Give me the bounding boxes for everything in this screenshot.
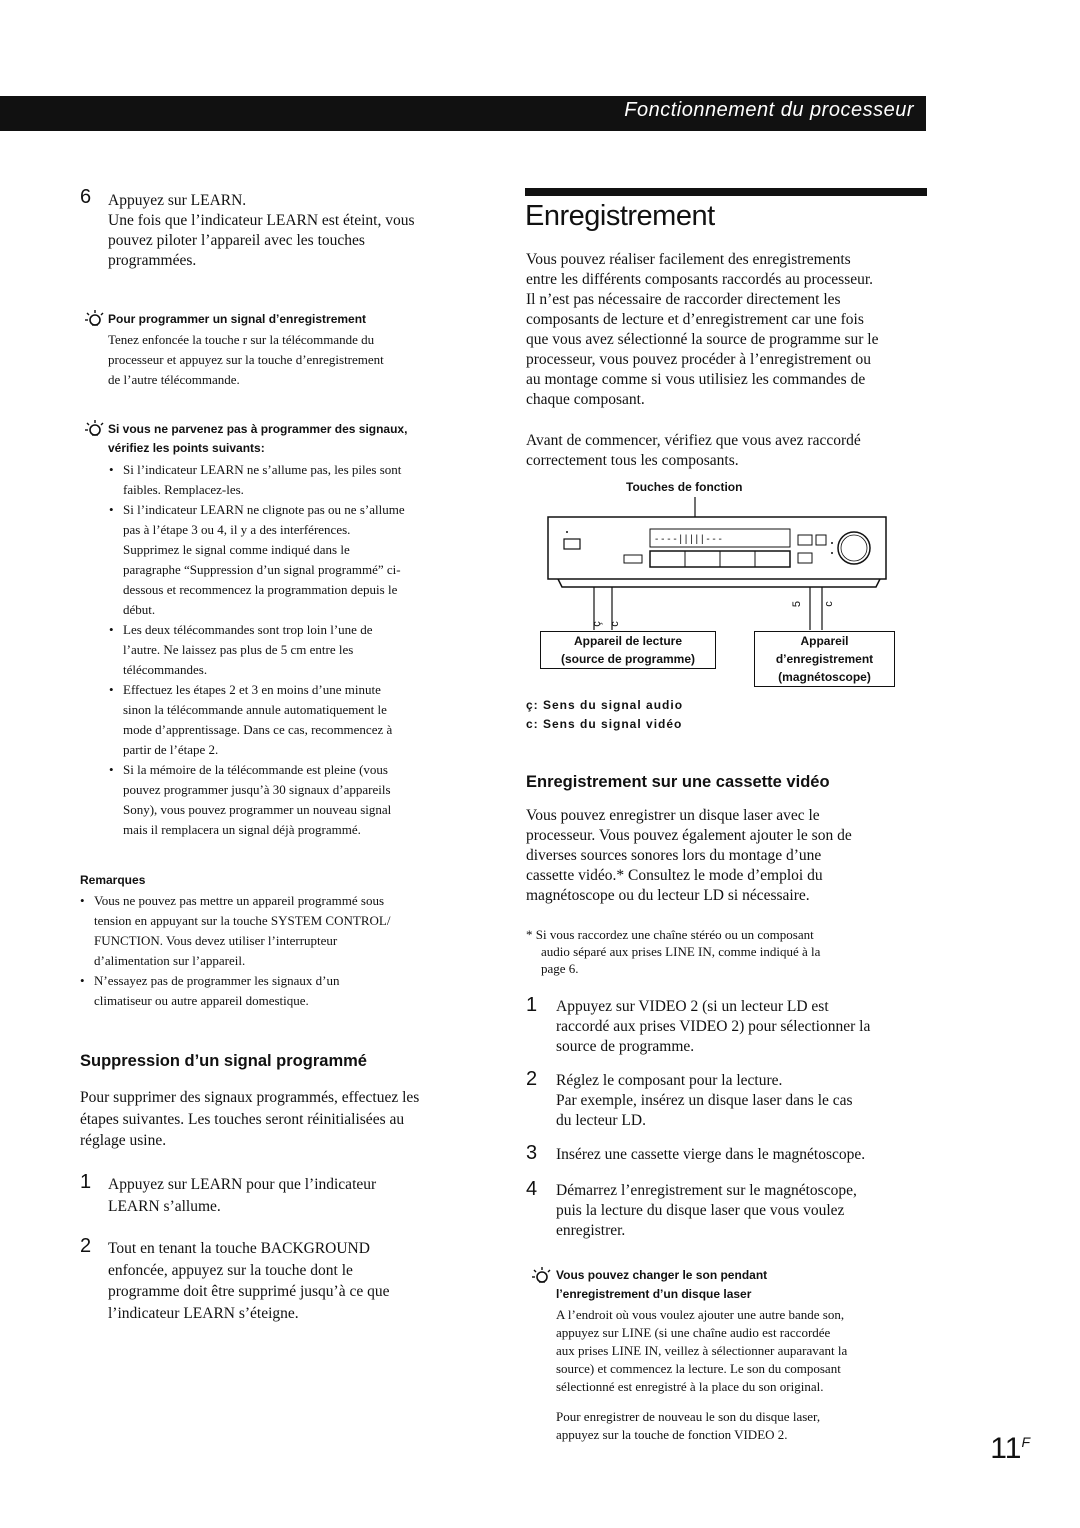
section-intro [80,1087,490,1152]
bullet-line: • N’essayez pas de programmer les signaux d’un [94,973,340,988]
lightbulb-hint-icon [84,309,104,329]
step-line: puis la lecture du disque laser que vous voulez [556,1202,845,1219]
box-line: (magnétoscope) [778,670,871,684]
lightbulb-hint-icon [84,419,104,439]
intro-line: Vous pouvez enregistrer un disque laser avec le [526,807,820,824]
recording-device-box [754,631,895,687]
playback-device-box [540,631,716,669]
bullet-line: début. [123,602,156,617]
box-line: Appareil [800,634,849,648]
legend-audio: ç: Sens du signal audio [526,698,684,712]
hint-title-line: l’enregistrement d’un disque laser [556,1287,752,1301]
intro-paragraph [526,250,931,410]
step-line: du lecteur LD. [556,1112,646,1129]
step-line: LEARN s’allume. [108,1197,221,1215]
bullet-line: FUNCTION. Vous devez utiliser l’interrupteur [94,933,338,948]
page-title: Enregistrement [525,200,715,232]
hint-line: sélectionné est enregistré à la place du son original. [556,1379,824,1394]
step-6-number: 6 [80,186,92,208]
hint-line: processeur et appuyez sur la touche d’enregistrement [108,352,384,367]
intro-line: correctement tous les composants. [526,452,739,469]
bullet-line: pas à l’étape 3 ou 4, il y a des interférences. [123,522,351,537]
bullet-line: Supprimez le signal comme indiqué dans le [123,542,350,557]
hint-bullets [109,460,484,840]
bullet-line: l’autre. Ne laissez pas plus de 5 cm entre les [123,642,354,657]
section-heading: Suppression d’un signal programmé [80,1052,367,1070]
intro-line: cassette vidéo.* Consultez le mode d’emploi du [526,867,823,884]
step-line: Appuyez sur LEARN. [108,192,247,209]
bullet-line: partir de l’étape 2. [123,742,219,757]
hint-body [556,1306,936,1444]
footnote-line: audio séparé aux prises LINE IN, comme indiqué à la [541,944,821,959]
bullet-line: pouvez programmer jusqu’à 30 signaux d’appareils [123,782,391,797]
step-text [556,1181,936,1241]
bullet-line: • Effectuez les étapes 2 et 3 en moins d’une minute [123,682,381,697]
step-line: pouvez piloter l’appareil avec les touches [108,232,365,249]
intro-line: que vous avez sélectionné la source de programme sur le [526,331,879,348]
step-text [556,1071,936,1131]
step-number: 2 [80,1235,92,1257]
section-banner [0,96,926,131]
hint-title [108,420,407,458]
section-heading: Enregistrement sur une cassette vidéo [526,773,830,791]
bullet-line: d’alimentation sur l’appareil. [94,953,246,968]
box-line: Appareil de lecture [573,634,683,648]
bullet-item [109,460,484,500]
hint-line: Tenez enfoncée la touche r sur la télécommande du [108,332,375,347]
bullet-line: Sony), vous pouvez programmer un nouveau signal [123,802,392,817]
svg-text:- - - - | | | | | - - -: - - - - | | | | | - - - [655,534,722,545]
intro-line: entre les différents composants raccordés au processeur. [526,271,874,288]
bullet-line: • Les deux télécommandes sont trop loin l’une de [123,622,373,637]
legend-video: c: Sens du signal vidéo [526,717,683,731]
page-number [990,1432,1030,1466]
intro-line: Pour supprimer des signaux programmés, effectuez les [80,1089,420,1106]
hint-title-line: Vous pouvez changer le son pendant [556,1268,768,1282]
remarks-title: Remarques [80,873,146,887]
audio-arrow-symbol: 5 [791,600,804,608]
bullet-item [80,891,480,971]
hint-line: source) et commencez la lecture. Le son du composant [556,1361,841,1376]
hint-title [556,1266,767,1304]
hint-title: Pour programmer un signal d’enregistrement [108,312,367,326]
step-line: Insérez une cassette vierge dans le magnétoscope. [556,1146,866,1163]
step-text [108,1238,488,1324]
intro-line: Il n’est pas nécessaire de raccorder directement les [526,291,841,308]
hint-line: Pour enregistrer de nouveau le son du disque laser, [556,1409,821,1424]
bullet-line: faibles. Remplacez-les. [123,482,244,497]
video-arrow-symbol: c [822,601,835,607]
step-line: Appuyez sur LEARN pour que l’indicateur [108,1176,377,1193]
bullet-line: tension en appuyant sur la touche SYSTEM CONTROL/ [94,913,391,928]
section-intro [526,806,931,906]
hint-title-line: Si vous ne parvenez pas à programmer des signaux, [108,422,408,436]
bullet-item [80,971,480,1011]
video-arrow-symbol: c [608,621,621,627]
step-number: 4 [526,1178,538,1200]
bullet-line: mode d’apprentissage. Dans ce cas, recommencez à [123,722,393,737]
bullet-line: • Si l’indicateur LEARN ne s’allume pas, les piles sont [123,462,402,477]
step-number: 2 [526,1068,538,1090]
hint-body [108,330,483,390]
footnote-line: page 6. [541,961,579,976]
hint-line: A l’endroit où vous voulez ajouter une autre bande son, [556,1307,845,1322]
diagram-callout-label: Touches de fonction [626,480,743,494]
intro-line: au montage comme si vous utilisiez les commandes de [526,371,866,388]
step-number: 3 [526,1142,538,1164]
bullet-item [109,620,484,680]
lightbulb-hint-icon [531,1266,551,1286]
step-text [556,997,936,1057]
step-number: 1 [526,994,538,1016]
step-line: Une fois que l’indicateur LEARN est éteint, vous [108,212,415,229]
intro-line: réglage usine. [80,1132,167,1149]
audio-arrow-symbol: ç [590,621,603,627]
bullet-line: • Vous ne pouvez pas mettre un appareil programmé sous [94,893,385,908]
step-line: programmées. [108,252,197,269]
bullet-line: sinon la télécommande annule automatiquement le [123,702,387,717]
bullet-line: paragraphe “Suppression d’un signal programmé” ci- [123,562,401,577]
step-line: source de programme. [556,1038,695,1055]
intro-line: processeur. Vous pouvez également ajouter le son de [526,827,852,844]
box-line: d’enregistrement [775,652,874,666]
step-line: Par exemple, insérez un disque laser dans le cas [556,1092,853,1109]
step-text [108,1174,488,1217]
hint-line: aux prises LINE IN, veillez à sélectionner auparavant la [556,1343,848,1358]
bullet-line: mais il remplacera un signal déjà programmé. [123,822,361,837]
bullet-line: climatiseur ou autre appareil domestique. [94,993,309,1008]
step-number: 1 [80,1171,92,1193]
footnote [526,926,926,977]
intro-line: processeur, vous pouvez procéder à l’enregistrement ou [526,351,871,368]
bullet-line: • Si la mémoire de la télécommande est pleine (vous [123,762,388,777]
bullet-line: • Si l’indicateur LEARN ne clignote pas ou ne s’allume [123,502,405,517]
intro-line: composants de lecture et d’enregistrement car une fois [526,311,864,328]
page-number-suffix: F [1021,1434,1030,1450]
box-line: (source de programme) [560,652,696,666]
remarks-bullets [80,891,480,1011]
diagram-legend [526,696,683,734]
step-line: raccordé aux prises VIDEO 2) pour sélectionner la [556,1018,871,1035]
intro-line: chaque composant. [526,391,645,408]
intro-line: diverses sources sonores lors du montage d’une [526,847,822,864]
intro-line: magnétoscope ou du lecteur LD si nécessaire. [526,887,810,904]
step-line: Appuyez sur VIDEO 2 (si un lecteur LD est [556,998,829,1015]
section-title: Fonctionnement du processeur [624,99,914,121]
bullet-item [109,500,484,620]
hint-line: de l’autre télécommande. [108,372,240,387]
step-text [556,1145,936,1165]
intro-line: Vous pouvez réaliser facilement des enregistrements [526,251,851,268]
footnote-line: * Si vous raccordez une chaîne stéréo ou un composant [526,927,814,942]
step-line: Tout en tenant la touche BACKGROUND [108,1240,370,1257]
step-line: Réglez le composant pour la lecture. [556,1072,783,1089]
step-line: Démarrez l’enregistrement sur le magnétoscope, [556,1182,857,1199]
intro-line: Avant de commencer, vérifiez que vous avez raccordé [526,432,861,449]
page-number-value: 11 [990,1432,1022,1465]
step-line: programme doit être supprimé jusqu’à ce que [108,1283,390,1300]
step-line: enfoncée, appuyez sur la touche dont le [108,1261,353,1279]
step-line: enregistrer. [556,1222,626,1239]
processor-diagram [540,495,900,635]
hint-line: appuyez sur LINE (si une chaîne audio est raccordée [556,1325,831,1340]
intro-line: étapes suivantes. Les touches seront réinitialisées au [80,1110,405,1128]
step-line: l’indicateur LEARN s’éteigne. [108,1304,299,1322]
bullet-line: télécommandes. [123,662,208,677]
intro-paragraph [526,431,931,471]
hint-line: appuyez sur la touche de fonction VIDEO 2. [556,1427,788,1442]
bullet-item [109,680,484,760]
title-rule [525,188,927,196]
hint-title-line: vérifiez les points suivants: [108,441,265,455]
bullet-line: dessous et recommencez la programmation depuis le [123,582,398,597]
bullet-item [109,760,484,840]
step-6-text [108,191,488,271]
